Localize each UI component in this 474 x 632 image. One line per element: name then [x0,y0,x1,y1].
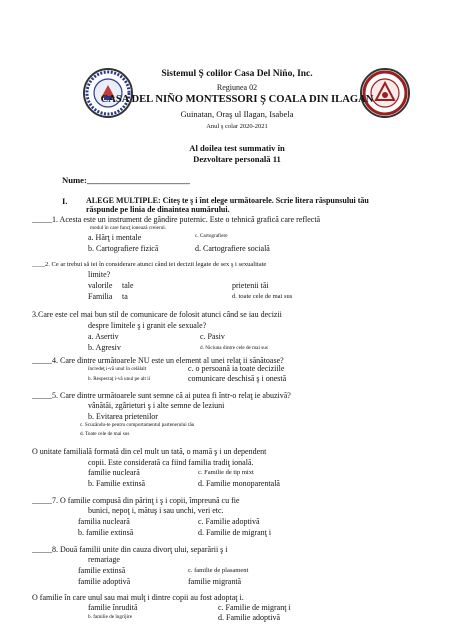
q2-option-b-word1: Familia [88,292,113,301]
question-6-sub: copii. Este considerată ca fiind familia tradiţ ională. [88,458,254,467]
test-title: Al doilea test summativ în [189,143,285,153]
test-subject: Dezvoltare personală 11 [193,154,281,164]
system-name: Sistemul Ş colilor Casa Del Niño, Inc. [161,69,313,79]
question-1-sub: modul în care funcţ ionează creierul. [90,225,167,231]
section-instruction: ALEGE MULTIPLE: Citeş te ş i înt elege următoarele. Scrie litera răspunsului tău [86,196,369,205]
q3-option-c: c. Pasiv [200,332,225,341]
question-4: _____4. Care dintre următoarele NU este un element al unei relaţ ii sănătoase? [32,356,284,365]
question-8-sub: remariage [88,555,120,564]
q8-option-a: familie extinsă [78,566,126,575]
question-6: O unitate familială formată din cel mult un tată, o mamă ş i un dependent [32,447,267,456]
q6-option-b: b. Familie extinsă [88,479,146,488]
q1-option-b: b. Cartografiere fizică [88,244,159,253]
question-7-sub: bunici, nepoţ i, mătuş i sau unchi, veri etc. [88,506,224,515]
q4-option-c: c. o persoană ia toate deciziile [188,364,285,373]
q2-option-a-word2: tale [122,281,134,290]
question-8: _____8. Două familii unite din cauza divorţ ului, separării ş i [32,545,228,554]
q2-option-a-word1: valorile [88,281,113,290]
q6-option-a: familie nucleară [88,468,140,477]
school-address: Guinatan, Oraş ul Ilagan, Isabela [180,109,294,119]
q9-option-b: b. familie de îngrijire [88,614,133,620]
q1-option-a: a. Hărţ i mentale [88,233,142,242]
q6-option-d: d. Familie monoparentală [198,479,280,488]
question-2: ____2. Ce ar trebui să iei în considerare atunci când iei decizii legate de sex ş i sexualitate [32,261,267,268]
question-7: _____7. O familie compusă din părinţ i ş i copii, împreună cu fie [32,496,240,505]
school-year: Anul ş colar 2020-2021 [206,123,268,130]
q5-option-c: c. Scuzându-te pentru comportamentul partenerului tău [80,422,195,428]
q3-option-a: a. Asertiv [88,332,119,341]
q5-option-d: d. Toate cele de mai sus [80,431,130,437]
question-3-sub: despre limitele ş i granit ele sexuale? [88,321,207,330]
q3-option-b: b. Agresiv [88,343,121,352]
region: Regiunea 02 [216,83,258,92]
q2-option-b-word2: ta [122,292,128,301]
q4-option-b: b. Respectaţ i-vă unul pe alt ii [88,376,151,382]
q7-option-c: c. Familie adoptivă [198,517,260,526]
q3-option-d: d. Niciuna dintre cele de mai sus [200,345,268,351]
q7-option-b: b. familie extinsă [78,528,134,537]
q2-option-c: prietenii tăi [232,281,269,290]
q7-option-d: d. Familie de migranţ i [198,528,272,537]
q4-option-d: comunicare deschisă ş i onestă [188,374,287,383]
q4-option-a: încredeţ i-vă unul în celălalt [88,366,147,372]
q1-option-d: d. Cartografiere socială [195,244,270,253]
question-2-sub: limite? [88,270,111,279]
q9-option-c: c. Familie de migranţ i [218,603,291,612]
question-9: O familie în care unul sau mai mulţ i dintre copii au fost adoptaţ i. [32,593,244,602]
name-field[interactable]: Nume:________________________ [62,175,190,185]
q8-option-d: familie migrantă [188,577,242,586]
q8-option-c: c. familie de plasament [188,567,249,574]
q1-option-c: c. Cartografiere [195,233,228,239]
q7-option-a: familia nucleară [78,517,130,526]
q9-option-d: d. Familie adoptivă [218,613,280,622]
question-5: _____5. Care dintre următoarele sunt semne că ai putea fi într-o relaţ ie abuzivă? [32,391,291,400]
question-3: 3.Care este cel mai bun stil de comunicare de folosit atunci când se iau decizii [32,310,282,319]
school-name: CASA DEL NIÑO MONTESSORI Ş COALA DIN ILAGAN [100,94,374,105]
q8-option-b: familie adoptivă [78,577,131,586]
q5-option-b: b. Evitarea prietenilor [88,412,158,421]
q9-option-a: familie înrudită [88,603,138,612]
section-numeral: I. [62,196,68,206]
q6-option-c: c. Familie de tip mixt [198,469,254,476]
question-1: _____1. Acesta este un instrument de gândire puternic. Este o tehnică grafică care reflectă [32,215,321,224]
section-instruction-2: răspunde pe linia de dinaintea numărului. [86,205,230,214]
q5-option-a: vânătăi, zgârieturi ş i alte semne de leziuni [88,401,225,410]
q2-option-d: d. toate cele de mai sus [232,293,293,300]
